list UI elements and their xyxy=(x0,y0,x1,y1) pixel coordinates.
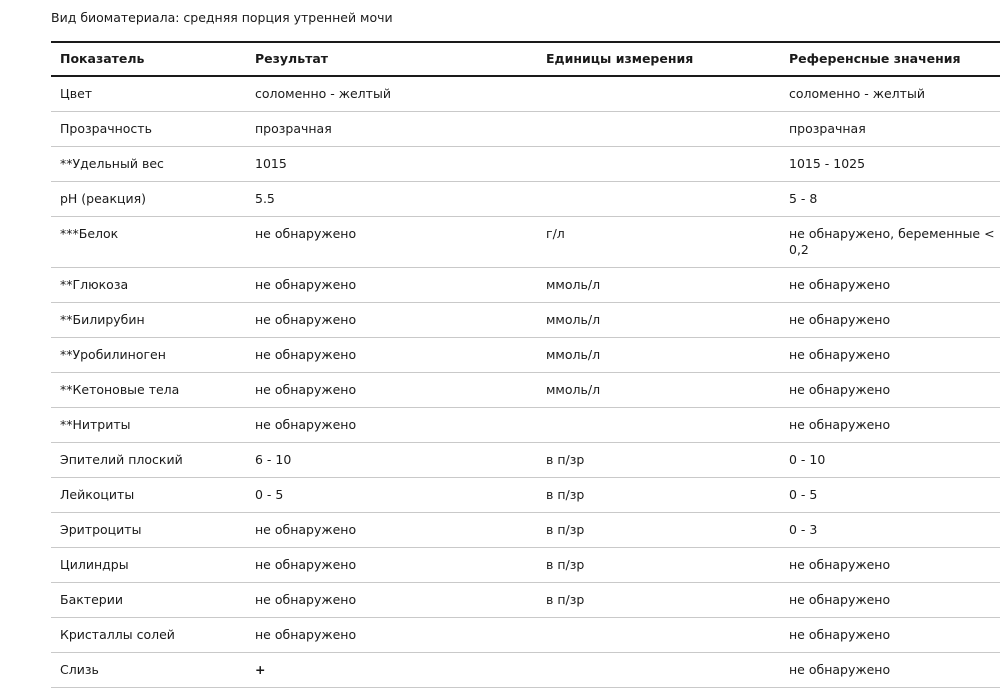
cell-units xyxy=(537,408,780,443)
cell-reference: не обнаружено xyxy=(780,548,1000,583)
cell-reference: соломенно - желтый xyxy=(780,76,1000,112)
cell-result: соломенно - желтый xyxy=(246,76,537,112)
cell-result: не обнаружено xyxy=(246,618,537,653)
cell-units: в п/зр xyxy=(537,583,780,618)
cell-units: г/л xyxy=(537,217,780,268)
cell-reference: не обнаружено xyxy=(780,618,1000,653)
cell-indicator: Прозрачность xyxy=(51,112,246,147)
table-row xyxy=(51,583,1000,618)
table-row xyxy=(51,513,1000,548)
cell-result: 0 - 5 xyxy=(246,478,537,513)
cell-reference: 5 - 8 xyxy=(780,182,1000,217)
cell-indicator: ***Белок xyxy=(51,217,246,268)
header-units: Единицы измерения xyxy=(537,42,780,76)
cell-reference: не обнаружено xyxy=(780,268,1000,303)
cell-units: в п/зр xyxy=(537,513,780,548)
cell-result: + xyxy=(246,653,537,688)
cell-reference: 0 - 5 xyxy=(780,478,1000,513)
cell-units: в п/зр xyxy=(537,548,780,583)
table-row xyxy=(51,373,1000,408)
cell-indicator: Бактерии xyxy=(51,583,246,618)
cell-reference: не обнаружено xyxy=(780,303,1000,338)
cell-result: прозрачная xyxy=(246,112,537,147)
cell-units xyxy=(537,653,780,688)
cell-result: не обнаружено xyxy=(246,303,537,338)
cell-result: не обнаружено xyxy=(246,513,537,548)
cell-result: не обнаружено xyxy=(246,338,537,373)
table-row xyxy=(51,548,1000,583)
cell-reference: 0 - 10 xyxy=(780,443,1000,478)
table-row xyxy=(51,408,1000,443)
cell-units xyxy=(537,182,780,217)
cell-reference: прозрачная xyxy=(780,112,1000,147)
cell-indicator: Эритроциты xyxy=(51,513,246,548)
table-row xyxy=(51,303,1000,338)
cell-indicator: Слизь xyxy=(51,653,246,688)
cell-indicator: Цвет xyxy=(51,76,246,112)
table-row xyxy=(51,338,1000,373)
table-row xyxy=(51,217,1000,268)
cell-units xyxy=(537,618,780,653)
cell-reference: не обнаружено xyxy=(780,408,1000,443)
cell-indicator: Кристаллы солей xyxy=(51,618,246,653)
results-table xyxy=(51,41,1000,688)
cell-indicator: **Глюкоза xyxy=(51,268,246,303)
cell-result: не обнаружено xyxy=(246,217,537,268)
table-row xyxy=(51,653,1000,688)
header-indicator: Показатель xyxy=(51,42,246,76)
cell-indicator: Эпителий плоский xyxy=(51,443,246,478)
cell-units xyxy=(537,76,780,112)
table-body xyxy=(51,76,1000,688)
table-row xyxy=(51,147,1000,182)
cell-units xyxy=(537,112,780,147)
cell-units: в п/зр xyxy=(537,478,780,513)
cell-result: 6 - 10 xyxy=(246,443,537,478)
table-row xyxy=(51,76,1000,112)
table-row xyxy=(51,443,1000,478)
header-reference: Референсные значения xyxy=(780,42,1000,76)
table-row xyxy=(51,618,1000,653)
cell-units: в п/зр xyxy=(537,443,780,478)
cell-result: не обнаружено xyxy=(246,268,537,303)
cell-result: не обнаружено xyxy=(246,548,537,583)
cell-units: ммоль/л xyxy=(537,338,780,373)
cell-result: не обнаружено xyxy=(246,583,537,618)
cell-indicator: pH (реакция) xyxy=(51,182,246,217)
cell-reference: не обнаружено xyxy=(780,373,1000,408)
biomaterial-type: Вид биоматериала: средняя порция утренней мочи xyxy=(51,10,393,25)
cell-result: не обнаружено xyxy=(246,408,537,443)
table-header-row xyxy=(51,42,1000,76)
cell-units: ммоль/л xyxy=(537,268,780,303)
cell-indicator: **Кетоновые тела xyxy=(51,373,246,408)
cell-units xyxy=(537,147,780,182)
cell-result: не обнаружено xyxy=(246,373,537,408)
cell-reference: 1015 - 1025 xyxy=(780,147,1000,182)
cell-reference: не обнаружено, беременные < 0,2 xyxy=(780,217,1000,268)
cell-indicator: **Нитриты xyxy=(51,408,246,443)
table-row xyxy=(51,478,1000,513)
table-row xyxy=(51,112,1000,147)
cell-reference: не обнаружено xyxy=(780,583,1000,618)
cell-indicator: **Билирубин xyxy=(51,303,246,338)
cell-indicator: **Удельный вес xyxy=(51,147,246,182)
cell-units: ммоль/л xyxy=(537,373,780,408)
cell-result: 1015 xyxy=(246,147,537,182)
cell-reference: не обнаружено xyxy=(780,653,1000,688)
cell-indicator: **Уробилиноген xyxy=(51,338,246,373)
cell-reference: 0 - 3 xyxy=(780,513,1000,548)
cell-indicator: Цилиндры xyxy=(51,548,246,583)
cell-reference: не обнаружено xyxy=(780,338,1000,373)
table-row xyxy=(51,268,1000,303)
cell-indicator: Лейкоциты xyxy=(51,478,246,513)
header-result: Результат xyxy=(246,42,537,76)
cell-units: ммоль/л xyxy=(537,303,780,338)
cell-result: 5.5 xyxy=(246,182,537,217)
table-row xyxy=(51,182,1000,217)
